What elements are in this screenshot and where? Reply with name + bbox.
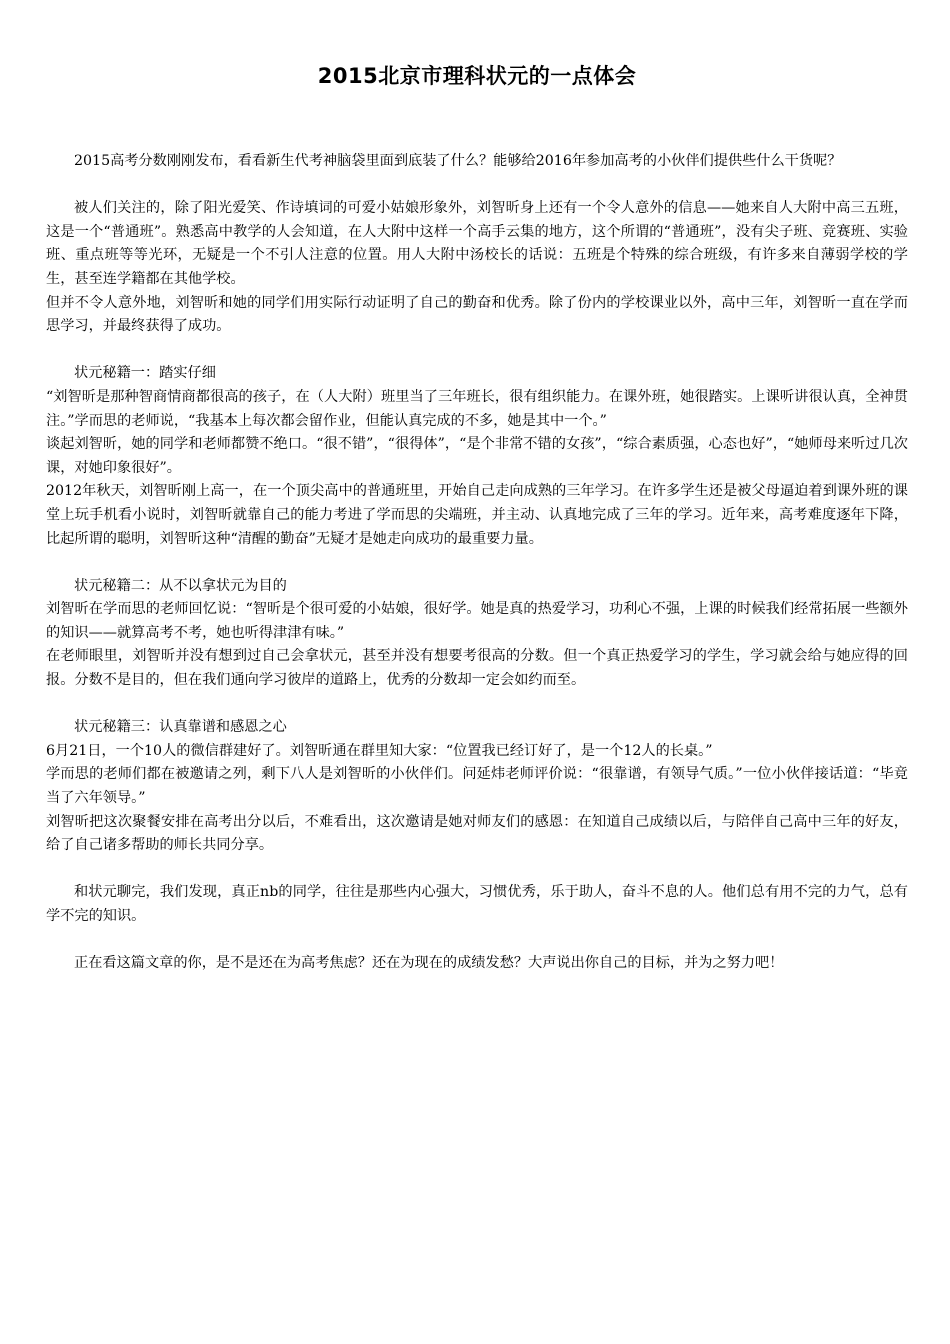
paragraph-section3-b: 学而思的老师们都在被邀请之列，剩下八人是刘智昕的小伙伴们。问延炜老师评价说：“很靠谱，有领导气质。”一位小伙伴接话道：“毕竟当了六年领导。” [46,766,908,807]
paragraph-gap [46,929,908,953]
paragraph-section1-c: 2012年秋天，刘智昕刚上高一，在一个顶尖高中的普通班里，开始自己走向成熟的三年学习。在许多学生还是被父母逼迫着到课外班的课堂上玩手机看小说时，刘智昕就靠自己的能力考进了学而思的尖端班，并主动、认真地完成了三年的学习。近年来，高考难度逐年下降，比起所谓的聪明，刘智昕这种“清醒的勤奋”无疑才是她走向成功的最重要力量。 [46,483,908,547]
paragraph-background-cont: 但并不令人意外地，刘智昕和她的同学们用实际行动证明了自己的勤奋和优秀。除了份内的学校课业以外，高中三年，刘智昕一直在学而思学习，并最终获得了成功。 [46,294,908,335]
paragraph-section1-b: 谈起刘智昕，她的同学和老师都赞不绝口。“很不错”，“很得体”，“是个非常不错的女孩”，“综合素质强，心态也好”，“她师母来听过几次课，对她印象很好”。 [46,436,908,476]
document-body [46,150,908,976]
paragraph-section2-b: 在老师眼里，刘智昕并没有想到过自己会拿状元，甚至并没有想要考很高的分数。但一个真正热爱学习的学生，学习就会给与她应得的回报。分数不是目的，但在我们通向学习彼岸的道路上，优秀的分数却一定会如约而至。 [46,648,908,689]
paragraph-background: 被人们关注的，除了阳光爱笑、作诗填词的可爱小姑娘形象外，刘智昕身上还有一个令人意外的信息——她来自人大附中高三五班，这是一个“普通班”。熟悉高中教学的人会知道，在人大附中这样一个高手云集的地方，这个所谓的“普通班”，没有尖子班、竞赛班、实验班、重点班等等光环，无疑是一个不引人注意的位置。用人大附中汤校长的话说：五班是个特殊的综合班级，有许多来自薄弱学校的学生，甚至连学籍都在其他学校。 [46,200,908,287]
paragraph-gap [46,174,908,198]
section-heading-3: 状元秘籍三：认真靠谱和感恩之心 [74,719,287,736]
section-heading-2: 状元秘籍二：从不以拿状元为目的 [74,577,287,594]
paragraph-gap [46,339,908,363]
paragraph-gap [46,551,908,575]
paragraph-closing: 正在看这篇文章的你，是不是还在为高考焦虑？还在为现在的成绩发愁？大声说出你自己的目标，并为之努力吧！ [74,955,784,972]
section-heading-1: 状元秘籍一：踏实仔细 [74,365,216,382]
paragraph-conclusion: 和状元聊完，我们发现，真正nb的同学，往往是那些内心强大，习惯优秀，乐于助人，奋斗不息的人。他们总有用不完的力气，总有学不完的知识。 [46,884,908,924]
paragraph-section1-a: “刘智昕是那种智商情商都很高的孩子，在（人大附）班里当了三年班长，很有组织能力。在课外班，她很踏实。上课听讲很认真，全神贯注。”学而思的老师说，“我基本上每次都会留作业，但能认真完成的不多，她是其中一个。” [46,388,908,429]
document-title: 2015北京市理科状元的一点体会 [317,64,637,88]
document-page [46,0,908,976]
paragraph-gap [46,858,908,882]
paragraph-intro: 2015高考分数刚刚发布，看看新生代考神脑袋里面到底装了什么？能够给2016年参加高考的小伙伴们提供些什么干货呢？ [74,153,842,169]
paragraph-gap [46,693,908,717]
paragraph-section2-a: 刘智昕在学而思的老师回忆说：“智昕是个很可爱的小姑娘，很好学。她是真的热爱学习，功利心不强，上课的时候我们经常拓展一些额外的知识——就算高考不考，她也听得津津有味。” [46,601,908,641]
paragraph-section3-c: 刘智昕把这次聚餐安排在高考出分以后，不难看出，这次邀请是她对师友们的感恩：在知道自己成绩以后，与陪伴自己高中三年的好友，给了自己诸多帮助的师长共同分享。 [46,813,908,854]
paragraph-section3-a: 6月21日，一个10人的微信群建好了。刘智昕通在群里知大家：“位置我已经订好了，是一个12人的长桌。” [46,742,713,759]
